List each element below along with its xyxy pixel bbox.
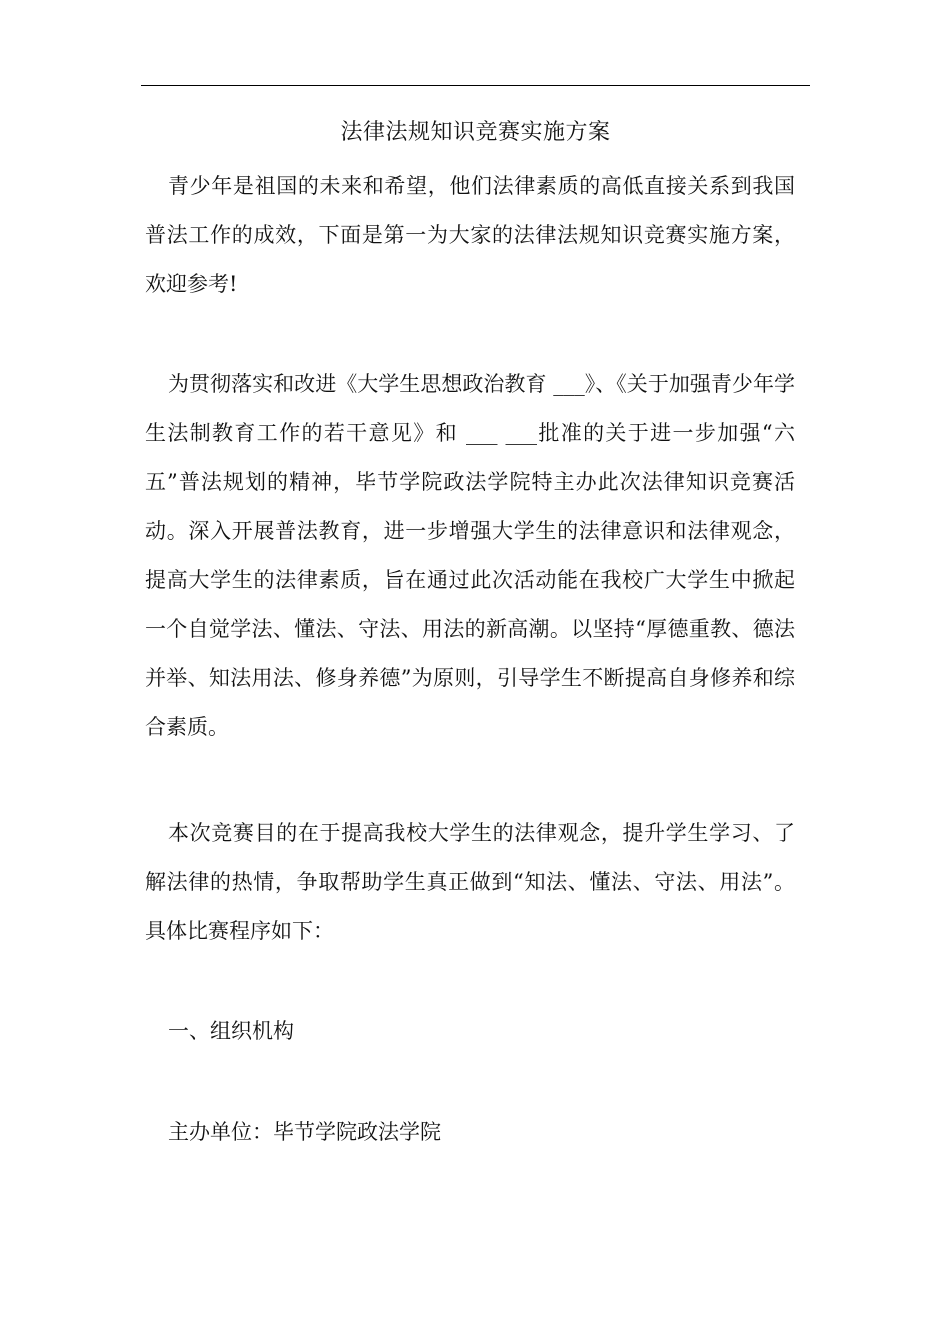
- document-title: 法律法规知识竞赛实施方案: [340, 120, 611, 145]
- intro-paragraph: 青少年是祖国的未来和希望，他们法律素质的高低直接关系到我国普法工作的成效，下面是第一为大家的法律法规知识竞赛实施方案，欢迎参考!: [145, 174, 795, 296]
- purpose-paragraph: 为贯彻落实和改进《大学生思想政治教育 ___》、《关于加强青少年学生法制教育工作的若干意见》和 ___ ___批准的关于进一步加强“六五”普法规划的精神，毕节学院政法学院特主办此次法律知识竞赛活动。深入开展普法教育，进一步增强大学生的法律意识和法律观念，提高大学生的法律素质，旨在通过此次活动能在我校广大学生中掀起一个自觉学法、懂法、守法、用法的新高潮。以坚持“厚德重教、德法并举、知法用法、修身养德”为原则，引导学生不断提高自身修养和综合素质。: [145, 372, 795, 739]
- organizer-line: 主办单位：毕节学院政法学院: [168, 1120, 441, 1144]
- header-rule: [141, 85, 810, 86]
- section-heading: 一、组织机构: [168, 1019, 294, 1043]
- goal-paragraph: 本次竞赛目的在于提高我校大学生的法律观念，提升学生学习、了解法律的热情，争取帮助学生真正做到“知法、懂法、守法、用法”。具体比赛程序如下：: [145, 821, 795, 943]
